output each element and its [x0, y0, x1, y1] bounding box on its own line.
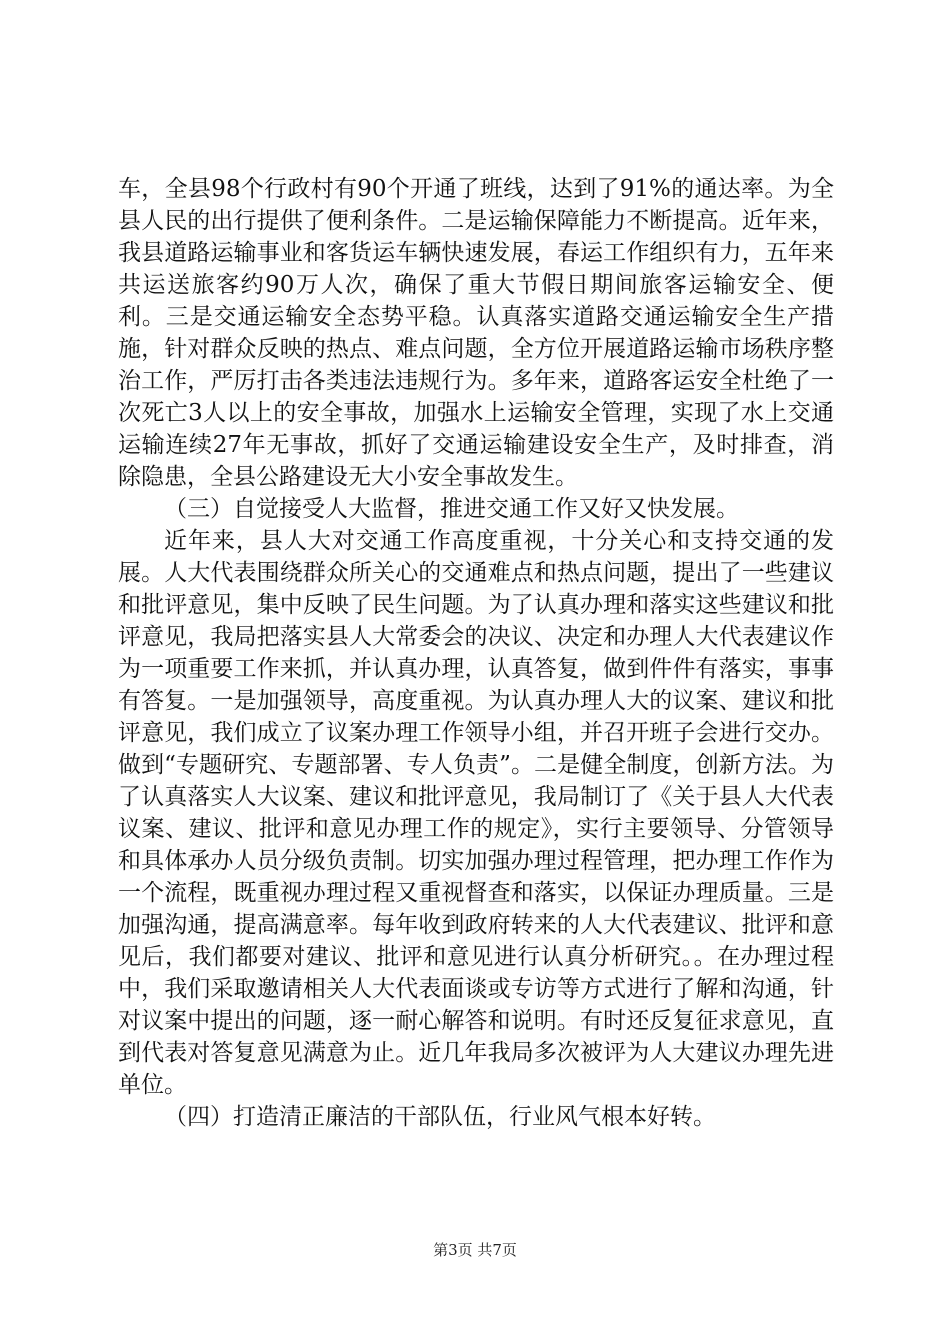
paragraph-transport-summary: 车，全县98个行政村有90个开通了班线，达到了91%的通达率。为全县人民的出行提供了便利条件。二是运输保障能力不断提高。近年来，我县道路运输事业和客货运车辆快速发展，春运工作组织有力，五年来共运送旅客约90万人次，确保了重大节假日期间旅客运输安全、便利。三是交通运输安全态势平稳。认真落实道路交通运输安全生产措施，针对群众反映的热点、难点问题，全方位开展道路运输市场秩序整治工作，严厉打击各类违法违规行为。多年来，道路客运安全杜绝了一次死亡3人以上的安全事故，加强水上运输安全管理，实现了水上交通运输连续27年无事故，抓好了交通运输建设安全生产，及时排查，消除隐患，全县公路建设无大小安全事故发生。	[118, 176, 834, 490]
paragraph-npc-supervision: 近年来，县人大对交通工作高度重视，十分关心和支持交通的发展。人大代表围绕群众所关心的交通难点和热点问题，提出了一些建议和批评意见，集中反映了民生问题。为了认真办理和落实这些建议和批评意见，我局把落实县人大常委会的决议、决定和办理人大代表建议作为一项重要工作来抓，并认真办理，认真答复，做到件件有落实，事事有答复。一是加强领导，高度重视。为认真办理人大的议案、建议和批评意见，我们成立了议案办理工作领导小组，并召开班子会进行交办。做到“专题研究、专题部署、专人负责”。二是健全制度，创新方法。为了认真落实人大议案、建议和批评意见，我局制订了《关于县人大代表议案、建议、批评和意见办理工作的规定》，实行主要领导、分管领导和具体承办人员分级负责制。切实加强办理过程管理，把办理工作作为一个流程，既重视办理过程又重视督查和落实，以保证办理质量。三是加强沟通，提高满意率。每年收到政府转来的人大代表建议、批评和意见后，我们都要对建议、批评和意见进行认真分析研究。。在办理过程中，我们采取邀请相关人大代表面谈或专访等方式进行了解和沟通，针对议案中提出的问题，逐一耐心解答和说明。有时还反复征求意见，直到代表对答复意见满意为止。近几年我局多次被评为人大建议办理先进单位。	[118, 528, 834, 1098]
heading-section-three: （三）自觉接受人大监督，推进交通工作又好又快发展。	[164, 496, 739, 522]
document-body	[118, 173, 834, 1133]
heading-section-four: （四）打造清正廉洁的干部队伍，行业风气根本好转。	[164, 1104, 716, 1130]
page-footer: 第3页 共7页	[433, 1241, 517, 1259]
